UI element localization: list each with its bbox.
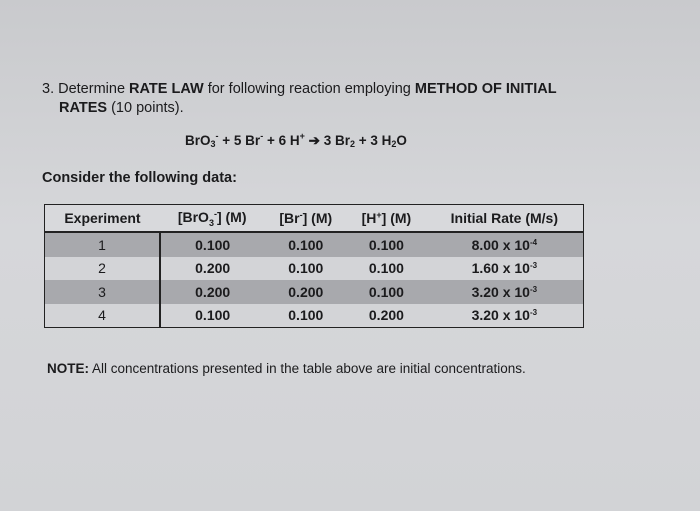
question-text-before: Determine xyxy=(54,81,130,97)
table-row xyxy=(45,232,584,257)
question-continuation xyxy=(42,99,642,118)
table-row xyxy=(45,280,584,304)
cell-bromate: 0.100 xyxy=(160,232,264,257)
cell-hydrogen: 0.100 xyxy=(347,280,425,304)
cell-bromide: 0.100 xyxy=(264,257,347,281)
cell-rate: 8.00 x $10^{-4}$ xyxy=(426,232,584,257)
cell-hydrogen: 0.100 xyxy=(347,257,425,281)
header-initial-rate: Initial Rate (M/s) xyxy=(426,205,584,233)
reaction-equation xyxy=(185,131,407,149)
water-oxygen: O xyxy=(396,133,407,148)
cell-bromate: 0.100 xyxy=(160,304,264,328)
cell-experiment: 1 xyxy=(45,232,160,257)
note-body: All concentrations presented in the table above are initial concentrations. xyxy=(89,361,526,376)
table-row xyxy=(45,257,584,281)
consider-label: Consider the following data: xyxy=(42,170,237,186)
cell-experiment: 2 xyxy=(45,257,160,281)
cell-rate: 3.20 x $10^{-3}$ xyxy=(426,280,584,304)
question-3 xyxy=(42,80,642,118)
water-subscript: 2 xyxy=(391,139,397,149)
cell-bromide: 0.100 xyxy=(264,304,347,328)
note-text xyxy=(47,361,526,376)
cell-hydrogen: 0.100 xyxy=(347,232,425,257)
bromate-charge: - xyxy=(215,131,219,141)
question-number: 3. xyxy=(42,81,55,97)
table-header-row xyxy=(45,205,584,233)
header-bromate: [BrO$_3$-] (M) xyxy=(160,205,264,233)
term-rates: RATES xyxy=(59,100,108,116)
bromine-subscript: 2 xyxy=(349,139,355,149)
water-term: + 3 H xyxy=(354,133,392,148)
table-row xyxy=(45,304,584,328)
bromate-formula: BrO xyxy=(185,133,211,148)
bromide-term: + 5 Br xyxy=(218,133,261,148)
cell-bromate: 0.200 xyxy=(160,257,264,281)
bromide-charge: - xyxy=(260,131,264,141)
cell-rate: 1.60 x $10^{-3}$ xyxy=(426,257,584,281)
bromate-subscript: 3 xyxy=(210,139,216,149)
header-hydrogen: [H+] (M) xyxy=(347,205,425,233)
term-method: METHOD OF INITIAL xyxy=(414,81,557,97)
cell-bromate: 0.200 xyxy=(160,280,264,304)
question-text-middle: for following reaction employing xyxy=(203,81,415,97)
header-experiment: Experiment xyxy=(45,205,160,233)
cell-experiment: 3 xyxy=(45,280,160,304)
cell-bromide: 0.200 xyxy=(264,280,347,304)
cell-experiment: 4 xyxy=(45,304,160,328)
note-label: NOTE: xyxy=(47,361,89,376)
question-points: (10 points). xyxy=(107,100,184,116)
cell-hydrogen: 0.200 xyxy=(347,304,425,328)
header-bromide: [Br-] (M) xyxy=(264,205,347,233)
hydrogen-charge: + xyxy=(299,131,305,141)
bromine-product: 3 Br xyxy=(323,133,350,148)
term-rate-law: RATE LAW xyxy=(129,81,204,97)
cell-rate: 3.20 x $10^{-3}$ xyxy=(426,304,584,328)
hydrogen-term: + 6 H xyxy=(263,133,300,148)
cell-bromide: 0.100 xyxy=(264,232,347,257)
reaction-arrow-icon: ➔ xyxy=(304,133,324,148)
initial-rates-table xyxy=(44,204,584,328)
